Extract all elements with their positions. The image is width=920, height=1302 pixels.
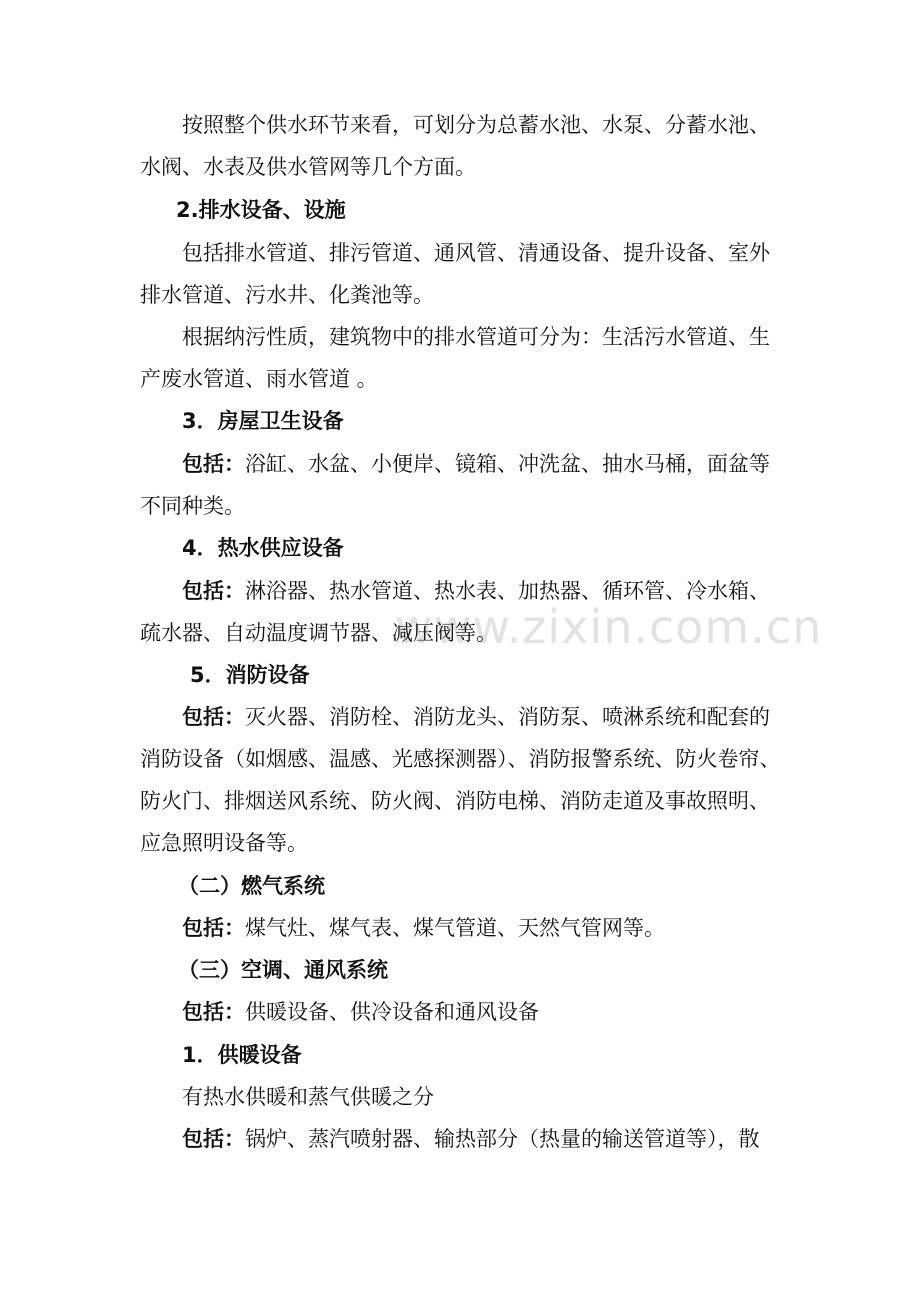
- section-heading: 2.排水设备、设施: [176, 198, 346, 222]
- paragraph-line: 按照整个供水环节来看，可划分为总蓄水池、水泵、分蓄水池、: [182, 113, 770, 137]
- include-label: 包括：: [182, 705, 245, 729]
- paragraph-line: [0, 1124, 920, 1154]
- section-heading: 5．消防设备: [190, 663, 310, 687]
- paragraph-line: 防火门、排烟送风系统、防火阀、消防电梯、消防走道及事故照明、: [140, 789, 770, 813]
- paragraph-line: [0, 702, 920, 732]
- paragraph-line: 疏水器、自动温度调节器、减压阀等。: [140, 621, 497, 645]
- section-heading: 3．房屋卫生设备: [182, 409, 344, 433]
- line-text: 煤气灶、煤气表、煤气管道、天然气管网等。: [245, 916, 665, 940]
- paragraph-line: 有热水供暖和蒸气供暖之分: [182, 1085, 434, 1109]
- paragraph-line: 消防设备（如烟感、温感、光感探测器）、消防报警系统、防火卷帘、: [140, 747, 781, 771]
- watermark: www.zixin.com.cn: [395, 600, 823, 654]
- include-label: 包括：: [182, 452, 245, 476]
- line-text: 浴缸、水盆、小便岸、镜箱、冲洗盆、抽水马桶，面盆等: [245, 452, 770, 476]
- paragraph-line: 产废水管道、雨水管道 。: [140, 367, 378, 391]
- section-heading: 4．热水供应设备: [182, 536, 344, 560]
- include-label: 包括：: [182, 916, 245, 940]
- section-heading: 1．供暖设备: [182, 1043, 302, 1067]
- include-label: 包括：: [182, 1000, 245, 1024]
- paragraph-line: 包括排水管道、排污管道、通风管、清通设备、提升设备、室外: [182, 241, 770, 265]
- paragraph-line: 不同种类。: [140, 494, 245, 518]
- paragraph-line: 应急照明设备等。: [140, 831, 308, 855]
- paragraph-line: 水阀、水表及供水管网等几个方面。: [140, 155, 476, 179]
- section-heading: （二）燃气系统: [178, 874, 325, 898]
- line-text: 淋浴器、热水管道、热水表、加热器、循环管、冷水箱、: [245, 579, 770, 603]
- include-label: 包括：: [182, 579, 245, 603]
- paragraph-line: 排水管道、污水井、化粪池等。: [140, 283, 434, 307]
- paragraph-line: 根据纳污性质，建筑物中的排水管道可分为：生活污水管道、生: [182, 325, 770, 349]
- line-text: 灭火器、消防栓、消防龙头、消防泵、喷淋系统和配套的: [245, 705, 770, 729]
- paragraph-line: [0, 576, 920, 606]
- include-label: 包括：: [182, 1127, 245, 1151]
- section-heading: （三）空调、通风系统: [178, 958, 388, 982]
- paragraph-line: [0, 997, 920, 1027]
- paragraph-line: [0, 449, 920, 479]
- line-text: 锅炉、蒸汽喷射器、输热部分（热量的输送管道等），散: [245, 1127, 760, 1151]
- line-text: 供暖设备、供冷设备和通风设备: [245, 1000, 539, 1024]
- paragraph-line: [0, 913, 920, 943]
